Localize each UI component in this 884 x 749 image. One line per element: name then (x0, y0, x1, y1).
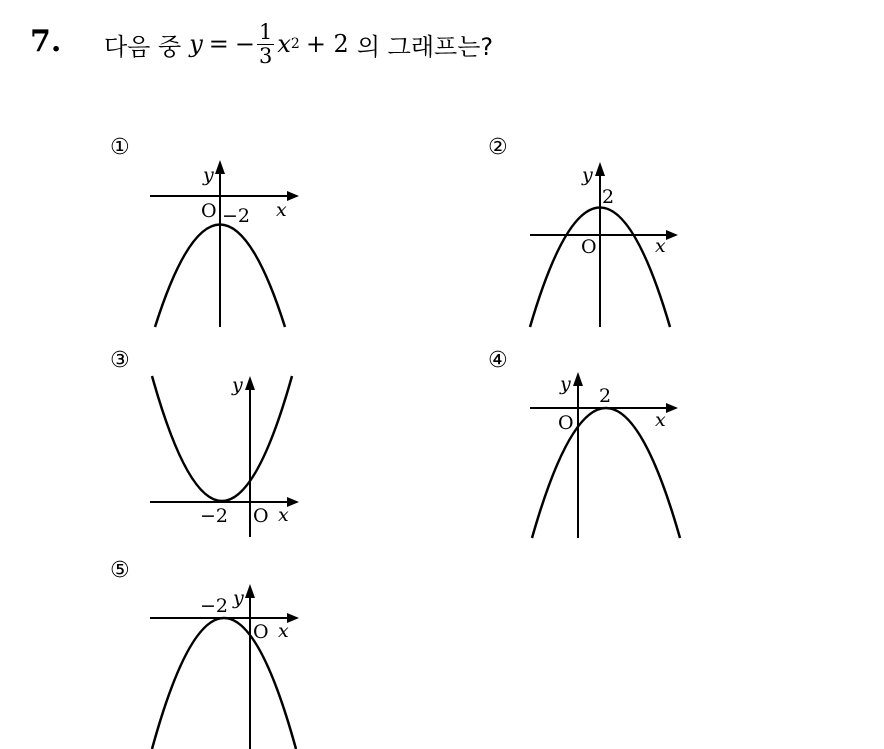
x-axis-label: x (276, 199, 287, 221)
value-label: −2 (200, 505, 229, 527)
y-axis-label: y (582, 164, 593, 186)
x-axis-label: x (278, 504, 289, 526)
question-prefix: 다음 중 (104, 32, 182, 61)
question-suffix: 의 그래프는? (356, 32, 494, 61)
value-label: −2 (200, 595, 229, 617)
formula-var: x (277, 30, 291, 58)
choice-1-marker[interactable]: ① (110, 135, 130, 160)
choice-5-marker[interactable]: ⑤ (110, 558, 130, 583)
y-axis-label: y (560, 373, 571, 395)
value-label: −2 (222, 205, 251, 227)
x-axis-label: x (655, 235, 666, 257)
x-axis-label: x (655, 409, 666, 431)
value-label: 2 (602, 186, 615, 208)
choice-2-marker[interactable]: ② (488, 135, 508, 160)
origin-label: O (253, 505, 269, 527)
fraction-numerator: 1 (258, 20, 273, 45)
y-axis-label: y (233, 587, 244, 609)
origin-label: O (558, 412, 574, 434)
formula-tail: + 2 (305, 30, 349, 58)
y-axis-label: y (232, 374, 243, 396)
choice-4-marker[interactable]: ④ (488, 348, 508, 373)
origin-label: O (253, 621, 269, 643)
origin-label: O (581, 236, 597, 258)
y-axis-arrow (245, 584, 255, 598)
y-axis-label: y (203, 164, 214, 186)
x-axis-arrow (287, 613, 299, 623)
question-number: 7. (30, 24, 62, 59)
fraction-denominator: 3 (258, 43, 273, 68)
parabola (152, 618, 296, 749)
formula-equals: = (208, 30, 229, 58)
formula-exponent: 2 (290, 36, 300, 52)
choice-3-marker[interactable]: ③ (110, 348, 130, 373)
x-axis-label: x (278, 620, 289, 642)
origin-label: O (201, 200, 217, 222)
formula-minus: − (234, 30, 255, 58)
formula-lhs: y (189, 30, 203, 58)
value-label: 2 (599, 385, 612, 407)
